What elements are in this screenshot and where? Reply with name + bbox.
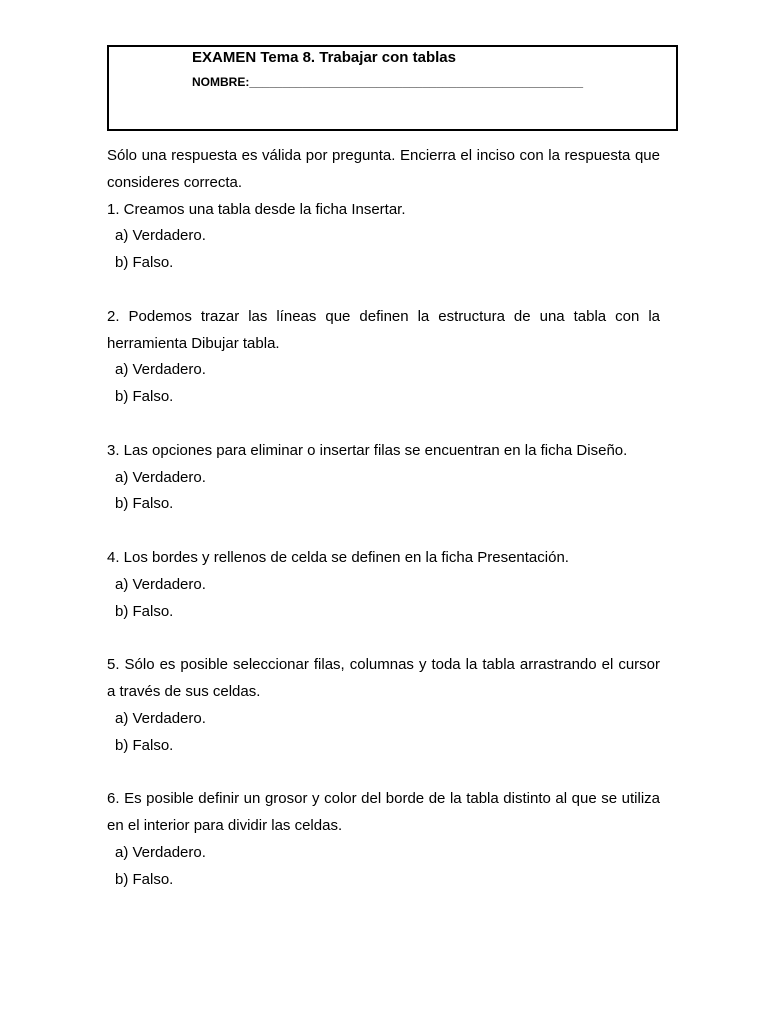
question-text: 1. Creamos una tabla desde la ficha Insertar. — [107, 200, 406, 218]
question-text: 4. Los bordes y rellenos de celda se definen en la ficha Presentación. — [107, 548, 569, 566]
question-1 — [107, 197, 660, 277]
exam-header-box — [107, 45, 678, 131]
question-4 — [107, 545, 660, 625]
question-text: 5. Sólo es posible seleccionar filas, columnas y toda la tabla arrastrando el cursor a través de sus celdas. — [107, 656, 660, 700]
option-b: b) Falso. — [115, 254, 174, 272]
option-b: b) Falso. — [115, 602, 174, 620]
option-a: a) Verdadero. — [115, 709, 206, 727]
option-b: b) Falso. — [115, 495, 174, 513]
option-a: a) Verdadero. — [115, 361, 206, 379]
question-3 — [107, 438, 660, 518]
instructions: Sólo una respuesta es válida por pregunta. Encierra el inciso con la respuesta que consideres correcta. — [107, 147, 660, 191]
question-6 — [107, 786, 660, 893]
exam-title: EXAMEN Tema 8. Trabajar con tablas — [192, 49, 456, 66]
option-b: b) Falso. — [115, 870, 174, 888]
option-b: b) Falso. — [115, 388, 174, 406]
question-5 — [107, 652, 660, 759]
option-b: b) Falso. — [115, 736, 174, 754]
student-name-line: NOMBRE:__________________________________________________ — [192, 75, 584, 89]
option-a: a) Verdadero. — [115, 843, 206, 861]
question-text: 2. Podemos trazar las líneas que definen la estructura de una tabla con la herramienta Dibujar tabla. — [107, 307, 660, 352]
exam-body — [107, 143, 660, 920]
question-2 — [107, 304, 660, 411]
option-a: a) Verdadero. — [115, 575, 206, 593]
option-a: a) Verdadero. — [115, 468, 206, 486]
option-a: a) Verdadero. — [115, 227, 206, 245]
question-text: 3. Las opciones para eliminar o insertar filas se encuentran en la ficha Diseño. — [107, 441, 628, 459]
question-text: 6. Es posible definir un grosor y color del borde de la tabla distinto al que se utiliza en el interior para dividir las celdas. — [107, 790, 660, 834]
